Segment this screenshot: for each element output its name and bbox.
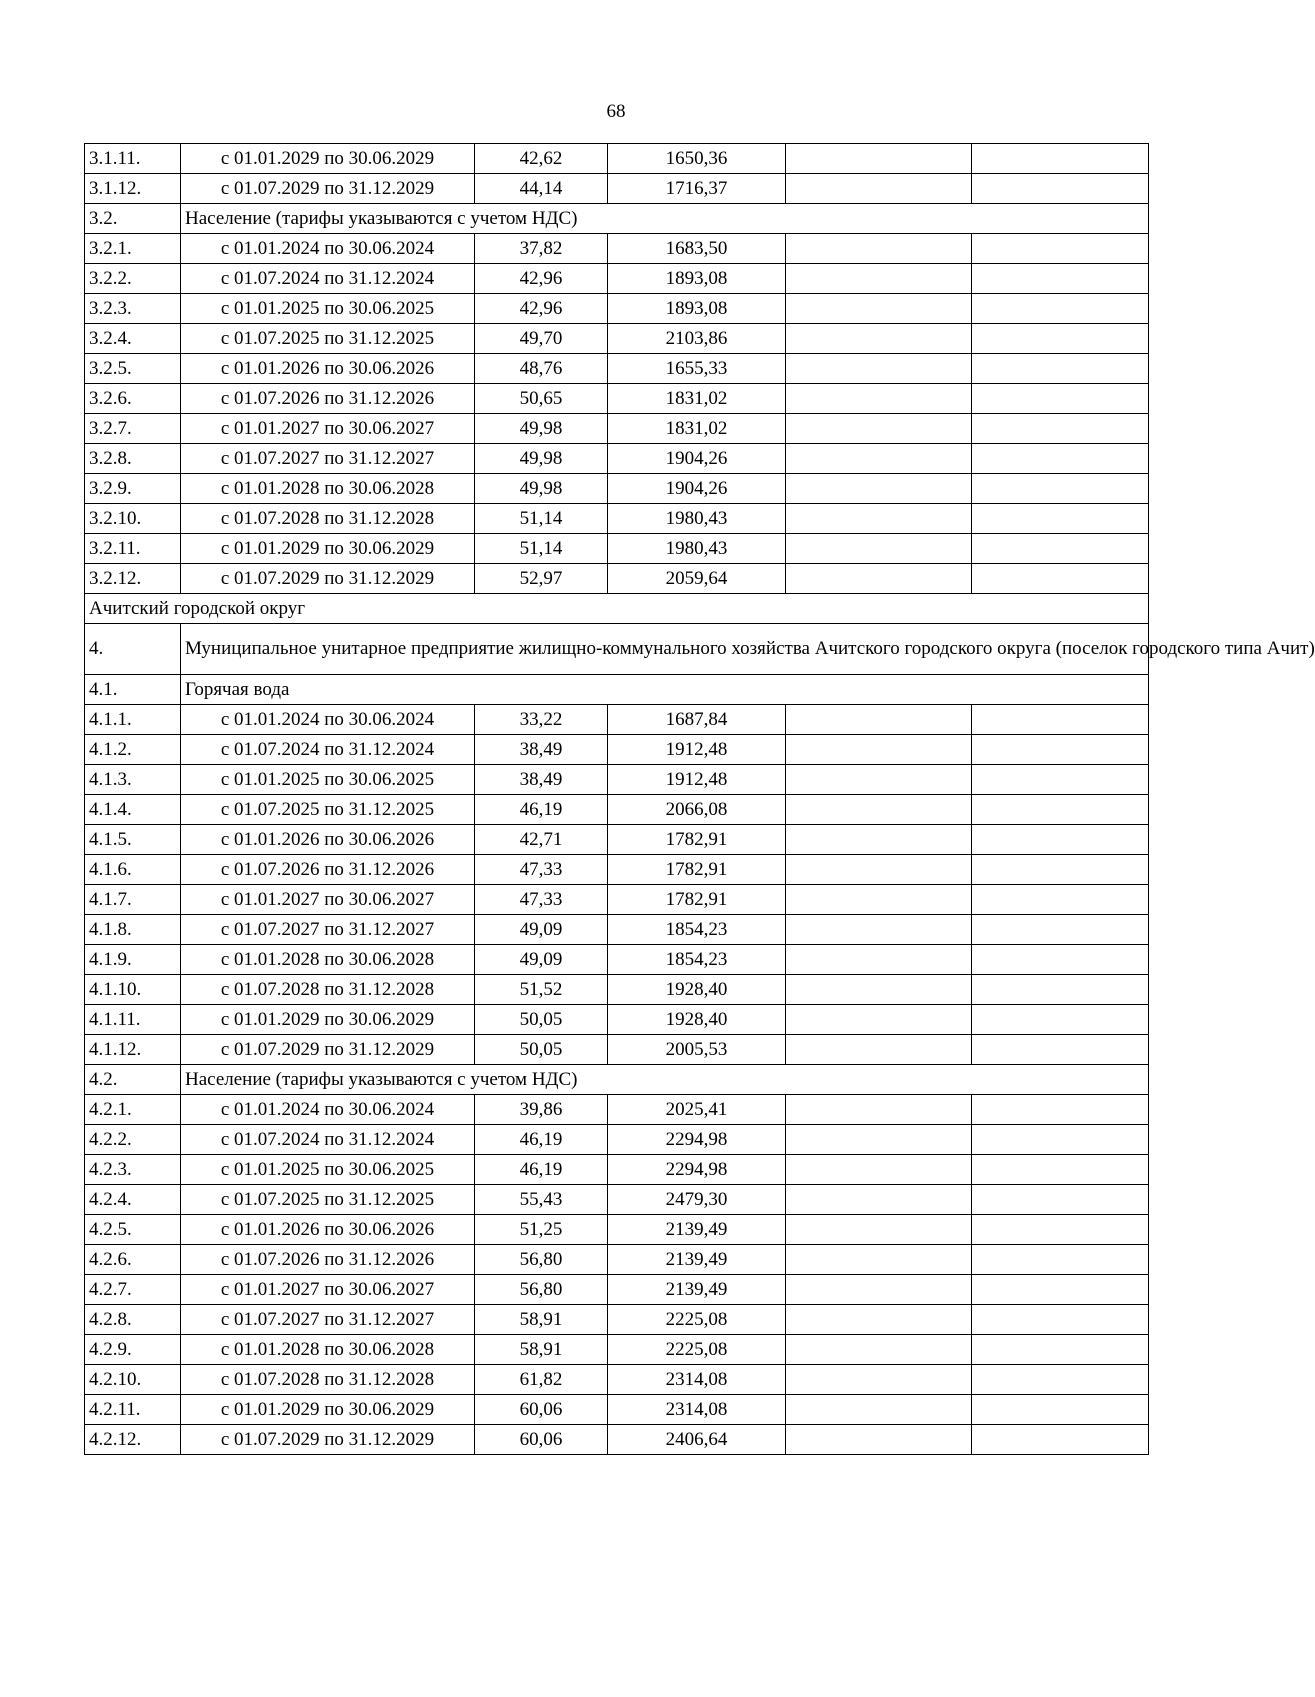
row-number: 4.2.8.	[85, 1305, 181, 1335]
row-empty-cell-1	[786, 825, 972, 855]
row-value-1: 60,06	[475, 1395, 608, 1425]
row-empty-cell-2	[972, 144, 1149, 174]
row-period: с 01.07.2024 по 31.12.2024	[181, 1125, 475, 1155]
table-row	[85, 384, 1149, 414]
row-number: 4.2.10.	[85, 1365, 181, 1395]
row-number: 4.1.8.	[85, 915, 181, 945]
row-period: с 01.07.2029 по 31.12.2029	[181, 1425, 475, 1455]
row-value-1: 46,19	[475, 1155, 608, 1185]
table-row	[85, 1125, 1149, 1155]
table-row	[85, 1395, 1149, 1425]
row-period: с 01.07.2028 по 31.12.2028	[181, 975, 475, 1005]
row-value-1: 42,96	[475, 294, 608, 324]
row-value-1: 55,43	[475, 1185, 608, 1215]
section-number: 3.2.	[85, 204, 181, 234]
row-empty-cell-2	[972, 474, 1149, 504]
row-value-1: 38,49	[475, 735, 608, 765]
row-empty-cell-1	[786, 1275, 972, 1305]
row-empty-cell-1	[786, 945, 972, 975]
row-number: 4.2.4.	[85, 1185, 181, 1215]
row-value-1: 44,14	[475, 174, 608, 204]
row-number: 4.1.5.	[85, 825, 181, 855]
row-period: с 01.07.2029 по 31.12.2029	[181, 564, 475, 594]
row-empty-cell-2	[972, 1365, 1149, 1395]
row-empty-cell-1	[786, 384, 972, 414]
row-number: 4.1.7.	[85, 885, 181, 915]
table-row	[85, 1365, 1149, 1395]
organization-row	[85, 624, 1149, 675]
row-number: 3.2.2.	[85, 264, 181, 294]
row-number: 4.1.3.	[85, 765, 181, 795]
row-empty-cell-2	[972, 1305, 1149, 1335]
row-number: 4.2.1.	[85, 1095, 181, 1125]
table-row	[85, 474, 1149, 504]
row-number: 3.2.4.	[85, 324, 181, 354]
row-empty-cell-2	[972, 1215, 1149, 1245]
table-row	[85, 414, 1149, 444]
row-empty-cell-1	[786, 1305, 972, 1335]
section-title: Население (тарифы указываются с учетом НДС)	[181, 204, 1149, 234]
table-row	[85, 234, 1149, 264]
row-value-2: 1831,02	[608, 414, 786, 444]
row-number: 4.1.11.	[85, 1005, 181, 1035]
row-value-1: 58,91	[475, 1335, 608, 1365]
row-empty-cell-2	[972, 735, 1149, 765]
row-period: с 01.07.2027 по 31.12.2027	[181, 915, 475, 945]
row-number: 4.1.1.	[85, 705, 181, 735]
region-name: Ачитский городской округ	[85, 594, 1149, 624]
row-value-2: 2294,98	[608, 1155, 786, 1185]
row-period: с 01.07.2028 по 31.12.2028	[181, 1365, 475, 1395]
table-row	[85, 444, 1149, 474]
table-row	[85, 1215, 1149, 1245]
row-value-1: 51,25	[475, 1215, 608, 1245]
table-row	[85, 534, 1149, 564]
row-empty-cell-2	[972, 564, 1149, 594]
row-value-1: 50,65	[475, 384, 608, 414]
row-empty-cell-2	[972, 885, 1149, 915]
row-empty-cell-2	[972, 234, 1149, 264]
row-value-1: 50,05	[475, 1035, 608, 1065]
row-value-1: 33,22	[475, 705, 608, 735]
section-title: Население (тарифы указываются с учетом НДС)	[181, 1065, 1149, 1095]
row-empty-cell-1	[786, 795, 972, 825]
row-number: 4.1.10.	[85, 975, 181, 1005]
table-row	[85, 1275, 1149, 1305]
row-value-1: 51,52	[475, 975, 608, 1005]
row-empty-cell-2	[972, 1185, 1149, 1215]
row-value-2: 1687,84	[608, 705, 786, 735]
table-row	[85, 564, 1149, 594]
table-row	[85, 264, 1149, 294]
row-period: с 01.07.2025 по 31.12.2025	[181, 1185, 475, 1215]
tariff-table-body	[85, 144, 1315, 1455]
row-empty-cell-2	[972, 825, 1149, 855]
row-value-1: 37,82	[475, 234, 608, 264]
row-empty-cell-1	[786, 354, 972, 384]
row-number: 4.2.11.	[85, 1395, 181, 1425]
row-value-2: 1980,43	[608, 534, 786, 564]
row-empty-cell-2	[972, 705, 1149, 735]
row-period: с 01.07.2027 по 31.12.2027	[181, 444, 475, 474]
row-period: с 01.01.2025 по 30.06.2025	[181, 294, 475, 324]
page-number: 68	[606, 101, 626, 122]
row-value-1: 42,62	[475, 144, 608, 174]
table-row	[85, 1245, 1149, 1275]
row-empty-cell-2	[972, 294, 1149, 324]
table-row	[85, 504, 1149, 534]
table-row	[85, 1335, 1149, 1365]
row-value-2: 2314,08	[608, 1395, 786, 1425]
section-title: Горячая вода	[181, 675, 1149, 705]
section-row	[85, 1065, 1149, 1095]
row-empty-cell-1	[786, 504, 972, 534]
row-period: с 01.01.2026 по 30.06.2026	[181, 1215, 475, 1245]
row-empty-cell-1	[786, 444, 972, 474]
row-empty-cell-2	[972, 264, 1149, 294]
row-empty-cell-1	[786, 975, 972, 1005]
row-empty-cell-1	[786, 1365, 972, 1395]
row-number: 4.1.4.	[85, 795, 181, 825]
row-empty-cell-1	[786, 324, 972, 354]
table-row	[85, 735, 1149, 765]
row-value-2: 1928,40	[608, 1005, 786, 1035]
row-number: 3.1.12.	[85, 174, 181, 204]
row-value-1: 42,96	[475, 264, 608, 294]
row-value-1: 47,33	[475, 885, 608, 915]
row-empty-cell-2	[972, 1155, 1149, 1185]
row-value-2: 1854,23	[608, 945, 786, 975]
row-number: 3.2.10.	[85, 504, 181, 534]
row-value-1: 49,70	[475, 324, 608, 354]
row-empty-cell-1	[786, 765, 972, 795]
row-empty-cell-2	[972, 795, 1149, 825]
table-row	[85, 354, 1149, 384]
row-empty-cell-2	[972, 915, 1149, 945]
row-empty-cell-1	[786, 855, 972, 885]
row-empty-cell-2	[972, 1005, 1149, 1035]
table-row	[85, 915, 1149, 945]
row-value-1: 58,91	[475, 1305, 608, 1335]
row-period: с 01.07.2026 по 31.12.2026	[181, 384, 475, 414]
row-number: 3.2.12.	[85, 564, 181, 594]
table-row	[85, 144, 1149, 174]
row-empty-cell-1	[786, 564, 972, 594]
row-period: с 01.01.2028 по 30.06.2028	[181, 1335, 475, 1365]
row-period: с 01.07.2026 по 31.12.2026	[181, 1245, 475, 1275]
row-number: 4.2.2.	[85, 1125, 181, 1155]
section-row	[85, 675, 1149, 705]
row-value-2: 2059,64	[608, 564, 786, 594]
row-value-2: 1782,91	[608, 885, 786, 915]
row-number: 3.2.5.	[85, 354, 181, 384]
row-number: 4.2.3.	[85, 1155, 181, 1185]
row-value-2: 2139,49	[608, 1245, 786, 1275]
table-row	[85, 174, 1149, 204]
row-empty-cell-2	[972, 444, 1149, 474]
row-period: с 01.01.2024 по 30.06.2024	[181, 234, 475, 264]
organization-name: Муниципальное унитарное предприятие жилищно-коммунального хозяйства Ачитского городского округа (поселок городского типа Ачит)	[181, 624, 1149, 675]
row-value-2: 1893,08	[608, 294, 786, 324]
row-empty-cell-2	[972, 1275, 1149, 1305]
row-value-2: 1782,91	[608, 855, 786, 885]
row-number: 3.2.9.	[85, 474, 181, 504]
row-empty-cell-1	[786, 1245, 972, 1275]
row-value-1: 47,33	[475, 855, 608, 885]
row-number: 4.1.6.	[85, 855, 181, 885]
row-period: с 01.01.2025 по 30.06.2025	[181, 765, 475, 795]
row-empty-cell-2	[972, 414, 1149, 444]
row-value-1: 56,80	[475, 1275, 608, 1305]
row-value-2: 2139,49	[608, 1275, 786, 1305]
row-value-2: 1912,48	[608, 735, 786, 765]
row-value-2: 2225,08	[608, 1305, 786, 1335]
row-number: 4.2.9.	[85, 1335, 181, 1365]
table-row	[85, 294, 1149, 324]
row-value-1: 42,71	[475, 825, 608, 855]
row-value-2: 1928,40	[608, 975, 786, 1005]
row-period: с 01.01.2027 по 30.06.2027	[181, 885, 475, 915]
row-value-1: 60,06	[475, 1425, 608, 1455]
row-period: с 01.07.2025 по 31.12.2025	[181, 795, 475, 825]
row-value-2: 2406,64	[608, 1425, 786, 1455]
row-value-1: 49,98	[475, 414, 608, 444]
row-period: с 01.01.2027 по 30.06.2027	[181, 414, 475, 444]
row-value-2: 1980,43	[608, 504, 786, 534]
row-empty-cell-1	[786, 144, 972, 174]
row-value-2: 2225,08	[608, 1335, 786, 1365]
row-number: 3.2.1.	[85, 234, 181, 264]
row-value-2: 1893,08	[608, 264, 786, 294]
section-number: 4.1.	[85, 675, 181, 705]
row-empty-cell-2	[972, 354, 1149, 384]
row-empty-cell-2	[972, 1095, 1149, 1125]
row-empty-cell-1	[786, 1335, 972, 1365]
row-period: с 01.07.2024 по 31.12.2024	[181, 735, 475, 765]
row-number: 3.1.11.	[85, 144, 181, 174]
region-row	[85, 594, 1149, 624]
row-period: с 01.07.2027 по 31.12.2027	[181, 1305, 475, 1335]
row-number: 4.1.9.	[85, 945, 181, 975]
row-value-2: 2066,08	[608, 795, 786, 825]
table-row	[85, 1005, 1149, 1035]
row-empty-cell-1	[786, 1425, 972, 1455]
row-empty-cell-1	[786, 234, 972, 264]
row-period: с 01.01.2024 по 30.06.2024	[181, 1095, 475, 1125]
row-number: 3.2.8.	[85, 444, 181, 474]
table-row	[85, 855, 1149, 885]
table-row	[85, 945, 1149, 975]
row-value-1: 48,76	[475, 354, 608, 384]
row-empty-cell-1	[786, 1185, 972, 1215]
row-empty-cell-1	[786, 1035, 972, 1065]
row-value-1: 46,19	[475, 795, 608, 825]
row-value-2: 1716,37	[608, 174, 786, 204]
row-empty-cell-2	[972, 324, 1149, 354]
organization-number: 4.	[85, 624, 181, 675]
row-value-1: 38,49	[475, 765, 608, 795]
row-period: с 01.01.2025 по 30.06.2025	[181, 1155, 475, 1185]
row-number: 4.2.5.	[85, 1215, 181, 1245]
row-value-1: 51,14	[475, 534, 608, 564]
row-number: 3.2.11.	[85, 534, 181, 564]
row-period: с 01.07.2029 по 31.12.2029	[181, 1035, 475, 1065]
row-empty-cell-2	[972, 534, 1149, 564]
row-empty-cell-2	[972, 975, 1149, 1005]
row-value-2: 2103,86	[608, 324, 786, 354]
row-empty-cell-2	[972, 1125, 1149, 1155]
row-value-1: 51,14	[475, 504, 608, 534]
row-period: с 01.07.2024 по 31.12.2024	[181, 264, 475, 294]
table-row	[85, 795, 1149, 825]
table-row	[85, 705, 1149, 735]
row-number: 4.2.6.	[85, 1245, 181, 1275]
row-empty-cell-1	[786, 414, 972, 444]
row-empty-cell-2	[972, 945, 1149, 975]
row-empty-cell-1	[786, 264, 972, 294]
row-value-1: 46,19	[475, 1125, 608, 1155]
row-empty-cell-2	[972, 855, 1149, 885]
row-empty-cell-2	[972, 504, 1149, 534]
row-value-1: 52,97	[475, 564, 608, 594]
tariff-table	[84, 143, 1315, 1455]
section-number: 4.2.	[85, 1065, 181, 1095]
row-empty-cell-2	[972, 1335, 1149, 1365]
table-row	[85, 1425, 1149, 1455]
row-value-2: 1904,26	[608, 474, 786, 504]
row-period: с 01.01.2029 по 30.06.2029	[181, 534, 475, 564]
table-row	[85, 1305, 1149, 1335]
row-value-2: 1650,36	[608, 144, 786, 174]
row-empty-cell-1	[786, 1215, 972, 1245]
table-row	[85, 825, 1149, 855]
row-period: с 01.01.2024 по 30.06.2024	[181, 705, 475, 735]
row-empty-cell-1	[786, 174, 972, 204]
row-empty-cell-1	[786, 885, 972, 915]
row-value-2: 2314,08	[608, 1365, 786, 1395]
row-number: 4.1.2.	[85, 735, 181, 765]
row-empty-cell-2	[972, 174, 1149, 204]
row-value-2: 1904,26	[608, 444, 786, 474]
row-value-1: 49,09	[475, 945, 608, 975]
row-value-2: 1912,48	[608, 765, 786, 795]
row-value-1: 49,09	[475, 915, 608, 945]
row-empty-cell-2	[972, 1395, 1149, 1425]
row-empty-cell-1	[786, 1125, 972, 1155]
row-period: с 01.01.2026 по 30.06.2026	[181, 825, 475, 855]
row-value-1: 39,86	[475, 1095, 608, 1125]
row-period: с 01.07.2028 по 31.12.2028	[181, 504, 475, 534]
row-number: 4.2.7.	[85, 1275, 181, 1305]
row-value-2: 2294,98	[608, 1125, 786, 1155]
row-number: 4.2.12.	[85, 1425, 181, 1455]
row-empty-cell-1	[786, 735, 972, 765]
row-period: с 01.01.2027 по 30.06.2027	[181, 1275, 475, 1305]
row-value-2: 2479,30	[608, 1185, 786, 1215]
row-empty-cell-1	[786, 915, 972, 945]
row-period: с 01.01.2029 по 30.06.2029	[181, 1395, 475, 1425]
row-empty-cell-2	[972, 1245, 1149, 1275]
row-period: с 01.07.2026 по 31.12.2026	[181, 855, 475, 885]
row-empty-cell-2	[972, 1425, 1149, 1455]
row-number: 3.2.7.	[85, 414, 181, 444]
row-value-1: 49,98	[475, 474, 608, 504]
row-period: с 01.01.2028 по 30.06.2028	[181, 474, 475, 504]
row-period: с 01.07.2025 по 31.12.2025	[181, 324, 475, 354]
row-number: 3.2.6.	[85, 384, 181, 414]
table-row	[85, 324, 1149, 354]
row-number: 4.1.12.	[85, 1035, 181, 1065]
row-value-2: 2025,41	[608, 1095, 786, 1125]
row-value-2: 1655,33	[608, 354, 786, 384]
row-value-1: 50,05	[475, 1005, 608, 1035]
row-empty-cell-1	[786, 1155, 972, 1185]
row-value-2: 2139,49	[608, 1215, 786, 1245]
row-value-1: 56,80	[475, 1245, 608, 1275]
row-value-2: 1831,02	[608, 384, 786, 414]
table-row	[85, 1155, 1149, 1185]
table-row	[85, 885, 1149, 915]
row-empty-cell-2	[972, 765, 1149, 795]
table-row	[85, 765, 1149, 795]
row-value-1: 61,82	[475, 1365, 608, 1395]
row-period: с 01.01.2029 по 30.06.2029	[181, 144, 475, 174]
row-empty-cell-1	[786, 474, 972, 504]
row-empty-cell-2	[972, 384, 1149, 414]
row-empty-cell-1	[786, 1395, 972, 1425]
row-value-2: 1683,50	[608, 234, 786, 264]
table-row	[85, 1185, 1149, 1215]
row-period: с 01.07.2029 по 31.12.2029	[181, 174, 475, 204]
row-empty-cell-1	[786, 1005, 972, 1035]
row-period: с 01.01.2026 по 30.06.2026	[181, 354, 475, 384]
row-period: с 01.01.2029 по 30.06.2029	[181, 1005, 475, 1035]
row-empty-cell-1	[786, 1095, 972, 1125]
row-empty-cell-1	[786, 534, 972, 564]
row-empty-cell-2	[972, 1035, 1149, 1065]
row-value-2: 2005,53	[608, 1035, 786, 1065]
row-number: 3.2.3.	[85, 294, 181, 324]
row-empty-cell-1	[786, 705, 972, 735]
table-row	[85, 1035, 1149, 1065]
table-row	[85, 975, 1149, 1005]
section-row	[85, 204, 1149, 234]
row-value-2: 1854,23	[608, 915, 786, 945]
row-period: с 01.01.2028 по 30.06.2028	[181, 945, 475, 975]
row-value-2: 1782,91	[608, 825, 786, 855]
row-value-1: 49,98	[475, 444, 608, 474]
row-empty-cell-1	[786, 294, 972, 324]
table-row	[85, 1095, 1149, 1125]
